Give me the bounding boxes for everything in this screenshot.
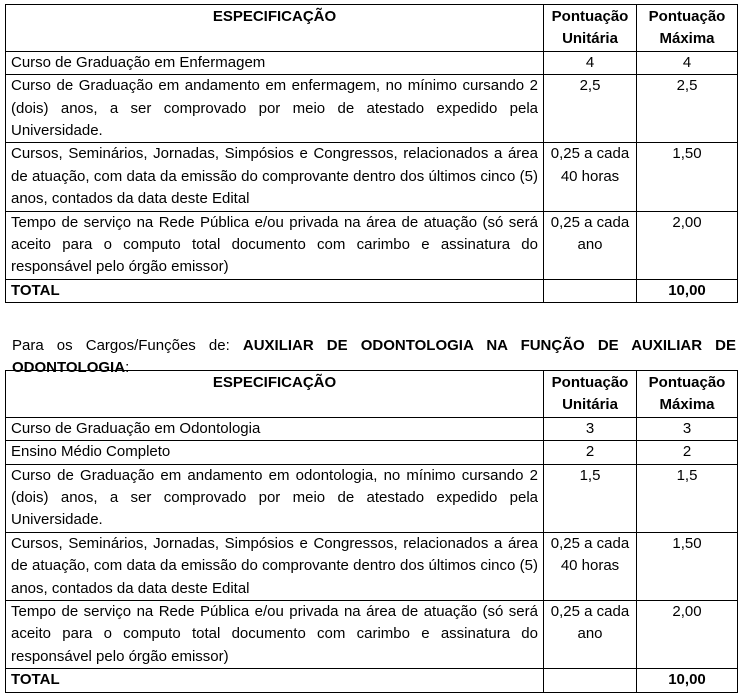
row-max-score: 1,5 [637, 464, 738, 532]
row-max-score: 2,00 [637, 211, 738, 279]
intro-prefix: Para os Cargos/Funções de: [12, 337, 243, 354]
row-max-score: 4 [637, 51, 738, 74]
row-max-score: 2,5 [637, 75, 738, 143]
total-empty-cell [544, 669, 637, 692]
table-row [6, 417, 738, 440]
header-specification: ESPECIFICAÇÃO [6, 5, 544, 52]
row-description: Curso de Graduação em Enfermagem [6, 51, 544, 74]
table-row [6, 601, 738, 669]
row-unit-score: 0,25 a cada 40 horas [544, 143, 637, 211]
score-table-nursing [5, 4, 738, 303]
row-description: Curso de Graduação em andamento em odontologia, no mínimo cursando 2 (dois) anos, a ser comprovado por meio de atestado expedido pela Universidade. [6, 464, 544, 532]
row-unit-score: 2,5 [544, 75, 637, 143]
table-row [6, 143, 738, 211]
total-empty-cell [544, 279, 637, 302]
intro-suffix: : [125, 359, 130, 377]
total-value: 10,00 [637, 669, 738, 692]
row-max-score: 2,00 [637, 601, 738, 669]
header-specification: ESPECIFICAÇÃO [6, 371, 544, 418]
row-unit-score: 4 [544, 51, 637, 74]
row-max-score: 1,50 [637, 532, 738, 600]
row-unit-score: 0,25 a cada ano [544, 211, 637, 279]
table-header-row [6, 5, 738, 52]
header-unit-score: Pontuação Unitária [544, 371, 637, 418]
intro-role-name: AUXILIAR DE ODONTOLOGIA NA FUNÇÃO DE AUXILIAR DE ODONTOLOGIA [12, 337, 736, 377]
row-max-score: 2 [637, 441, 738, 464]
table-row [6, 211, 738, 279]
row-max-score: 1,50 [637, 143, 738, 211]
table-row [6, 441, 738, 464]
row-description: Tempo de serviço na Rede Pública e/ou privada na área de atuação (só será aceito para o computo total documento com carimbo e assinatura do responsável pelo órgão emissor) [6, 601, 544, 669]
table-row [6, 464, 738, 532]
header-unit-score: Pontuação Unitária [544, 5, 637, 52]
row-unit-score: 1,5 [544, 464, 637, 532]
row-description: Cursos, Seminários, Jornadas, Simpósios e Congressos, relacionados a área de atuação, com data da emissão do comprovante dentro dos últimos cinco (5) anos, contados da data deste Edital [6, 143, 544, 211]
row-description: Ensino Médio Completo [6, 441, 544, 464]
row-description: Curso de Graduação em Odontologia [6, 417, 544, 440]
header-max-score: Pontuação Máxima [637, 5, 738, 52]
row-unit-score: 0,25 a cada ano [544, 601, 637, 669]
row-description: Curso de Graduação em andamento em enfermagem, no mínimo cursando 2 (dois) anos, a ser comprovado por meio de atestado expedido pela Universidade. [6, 75, 544, 143]
total-label: TOTAL [6, 279, 544, 302]
row-max-score: 3 [637, 417, 738, 440]
header-max-score: Pontuação Máxima [637, 371, 738, 418]
row-description: Cursos, Seminários, Jornadas, Simpósios e Congressos, relacionados a área de atuação, com data da emissão do comprovante dentro dos últimos cinco (5) anos, contados da data deste Edital [6, 532, 544, 600]
row-unit-score: 0,25 a cada 40 horas [544, 532, 637, 600]
total-row [6, 669, 738, 692]
row-description: Tempo de serviço na Rede Pública e/ou privada na área de atuação (só será aceito para o computo total documento com carimbo e assinatura do responsável pelo órgão emissor) [6, 211, 544, 279]
total-label: TOTAL [6, 669, 544, 692]
score-table-dental [5, 370, 738, 693]
table-row [6, 75, 738, 143]
row-unit-score: 2 [544, 441, 637, 464]
total-row [6, 279, 738, 302]
total-value: 10,00 [637, 279, 738, 302]
row-unit-score: 3 [544, 417, 637, 440]
table-row [6, 51, 738, 74]
table-row [6, 532, 738, 600]
table-header-row [6, 371, 738, 418]
